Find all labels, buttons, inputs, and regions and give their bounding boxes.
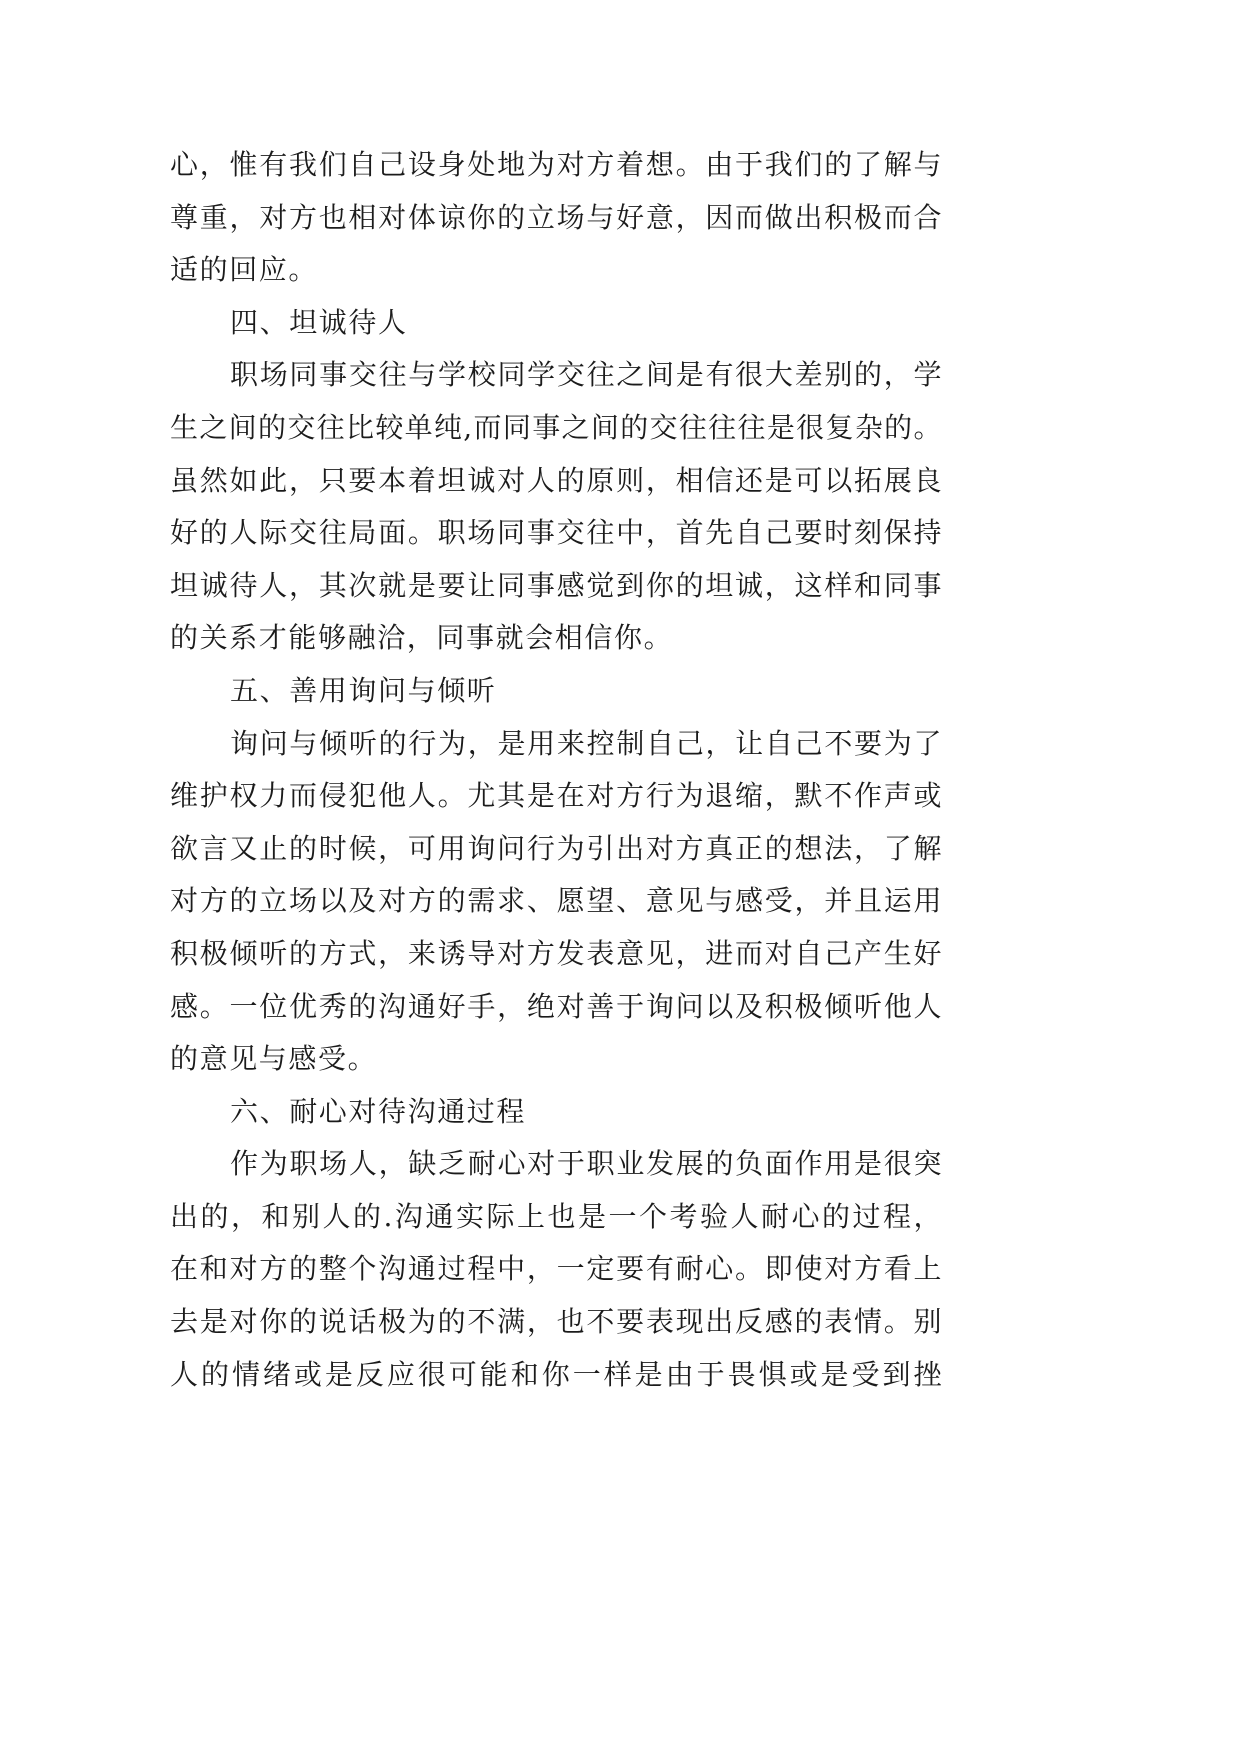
- text-line: 心，惟有我们自己设身处地为对方着想。由于我们的了解与: [170, 148, 942, 181]
- section-heading: 五、善用询问与倾听: [230, 673, 497, 707]
- text-line: 适的回应。: [170, 253, 319, 287]
- text-line: 人的情绪或是反应很可能和你一样是由于畏惧或是受到挫: [170, 1357, 942, 1391]
- paragraph: [170, 718, 942, 1086]
- paragraph: [170, 349, 942, 665]
- text-line: 好的人际交往局面。职场同事交往中，首先自己要时刻保持: [170, 516, 942, 550]
- paragraph-continuation: [170, 139, 942, 297]
- section-heading: 四、坦诚待人: [230, 305, 408, 339]
- text-line: 去是对你的说话极为的不满，也不要表现出反感的表情。别: [170, 1305, 942, 1339]
- text-line: 坦诚待人，其次就是要让同事感觉到你的坦诚，这样和同事: [170, 568, 942, 602]
- text-line: 对方的立场以及对方的需求、愿望、意见与感受，并且运用: [170, 884, 942, 918]
- text-line: 维护权力而侵犯他人。尤其是在对方行为退缩，默不作声或: [170, 779, 942, 813]
- text-line: 虽然如此，只要本着坦诚对人的原则，相信还是可以拓展良: [170, 463, 942, 497]
- text-line: 生之间的交往比较单纯,而同事之间的交往往往是很复杂的。: [170, 410, 942, 444]
- text-line: 作为职场人，缺乏耐心对于职业发展的负面作用是很突: [230, 1147, 942, 1181]
- text-line: 欲言又止的时候，可用询问行为引出对方真正的想法，了解: [170, 831, 942, 865]
- text-line: 出的，和别人的.沟通实际上也是一个考验人耐心的过程，: [170, 1199, 942, 1233]
- text-line: 职场同事交往与学校同学交往之间是有很大差别的，学: [230, 358, 942, 392]
- text-line: 感。一位优秀的沟通好手，绝对善于询问以及积极倾听他人: [170, 989, 942, 1023]
- text-line: 在和对方的整个沟通过程中，一定要有耐心。即使对方看上: [170, 1252, 942, 1286]
- text-line: 积极倾听的方式，来诱导对方发表意见，进而对自己产生好: [170, 936, 942, 970]
- text-line: 的关系才能够融洽，同事就会相信你。: [170, 621, 674, 655]
- section-heading: 六、耐心对待沟通过程: [230, 1094, 527, 1128]
- text-line: 的意见与感受。: [170, 1042, 378, 1076]
- document-body: [170, 139, 942, 1401]
- paragraph: [170, 1138, 942, 1401]
- text-line: 询问与倾听的行为，是用来控制自己，让自己不要为了: [230, 726, 942, 760]
- text-line: 尊重，对方也相对体谅你的立场与好意，因而做出积极而合: [170, 200, 942, 234]
